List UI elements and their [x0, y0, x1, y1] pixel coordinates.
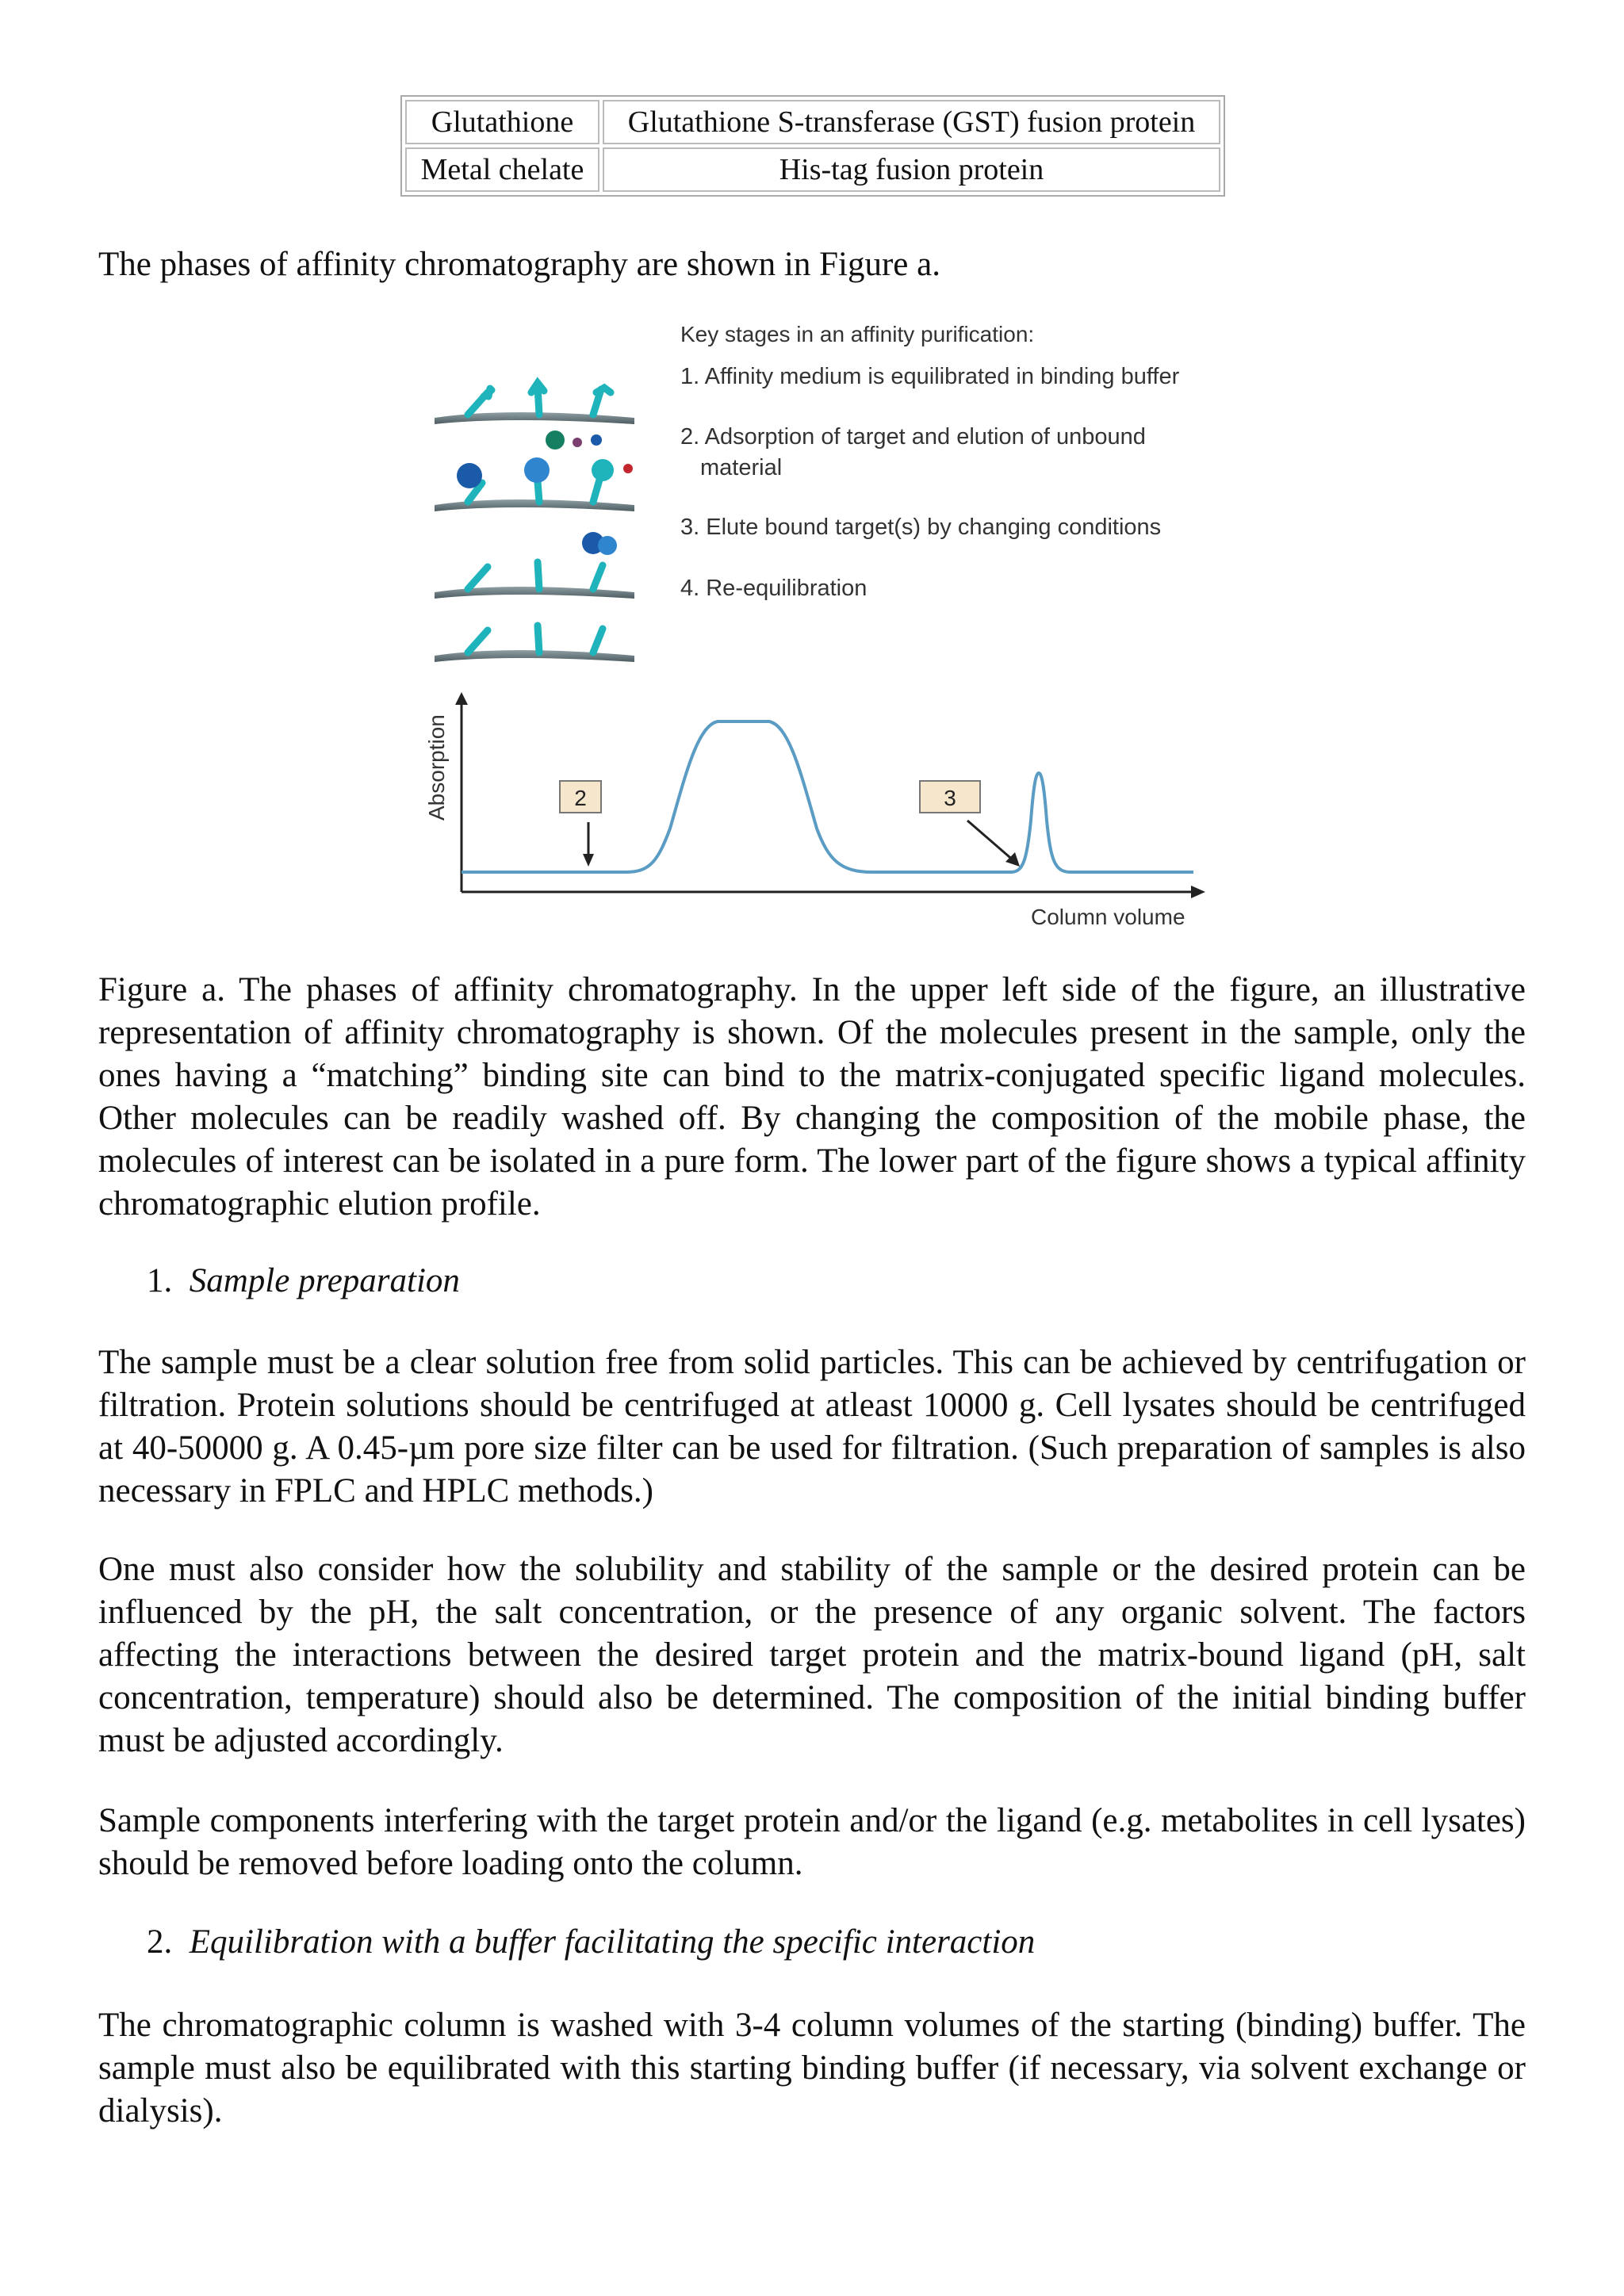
x-axis-arrow-icon: [1191, 886, 1205, 898]
intro-text: The phases of affinity chromatography are shown in Figure a.: [98, 246, 940, 283]
table-row: [405, 100, 1220, 144]
stage-4-illustration: [435, 626, 634, 662]
ligand-icon: [593, 388, 611, 415]
ligand-icon: [468, 388, 492, 415]
ligand-icon: [538, 481, 539, 502]
ligand-icon: [538, 626, 539, 652]
bound-protein-icon: [592, 459, 614, 481]
stage-3-illustration: [435, 532, 634, 599]
stage-1-text: 1. Affinity medium is equilibrated in binding buffer: [680, 364, 1180, 389]
eluted-protein-icon: [598, 536, 617, 555]
ligand-icon: [593, 629, 603, 652]
marker-3-arrow: [967, 821, 1015, 862]
ligand-icon: [531, 383, 544, 415]
arrow-down-icon: [583, 854, 594, 867]
stage-2-illustration: [435, 430, 634, 511]
section-1-number: 1.: [147, 1262, 173, 1299]
molecule-icon: [591, 434, 602, 446]
molecule-icon: [623, 464, 633, 473]
stage-2-text-cont: material: [700, 455, 783, 480]
stage-1-illustration: [435, 383, 634, 424]
molecule-icon: [546, 430, 565, 450]
ligand-icon: [468, 630, 488, 652]
y-axis-arrow-icon: [455, 692, 468, 705]
key-title: Key stages in an affinity purification:: [680, 322, 1035, 346]
ligand-icon: [468, 567, 488, 589]
paragraph-sample-clear: The sample must be a clear solution free from solid particles. This can be achieved by centrifugation or filtration. Protein solutions should be centrifuged at atleast 10000 g. Cell lysates should be centrifuged at 40-50000 g. A 0.45-µm pore size filter can be used for filtration. (Such preparation of samples is also necessary in FPLC and HPLC methods.): [98, 1344, 1526, 1510]
molecule-icon: [573, 438, 582, 447]
ligand-icon: [593, 565, 603, 589]
section-2-heading: [147, 1921, 1035, 1964]
stage-4-text: 4. Re-equilibration: [680, 576, 868, 601]
ligand-icon: [593, 480, 599, 502]
section-1-heading: [147, 1260, 460, 1303]
marker-2-label: 2: [574, 786, 587, 810]
x-axis-label: Column volume: [1031, 905, 1185, 929]
bound-protein-icon: [524, 457, 550, 483]
table-row: [405, 147, 1220, 192]
paragraph-equilibration: The chromatographic column is washed with 3-4 column volumes of the starting (binding) buffer. The sample must also be equilibrated with this starting binding buffer (if necessary, via solvent exchange or dialysis).: [98, 2007, 1526, 2130]
y-axis-label: Absorption: [424, 714, 449, 821]
marker-3-label: 3: [944, 786, 956, 810]
table-cell-target: Glutathione S-transferase (GST) fusion protein: [603, 100, 1220, 144]
ligand-icon: [538, 562, 539, 589]
elution-profile-chart: [424, 692, 1205, 929]
section-2-number: 2.: [147, 1923, 173, 1961]
figure-caption: Figure a. The phases of affinity chromatography. In the upper left side of the figure, an illustrative representation of affinity chromatography is shown. Of the molecules present in the sample, only the ones having a “matching” binding site can bind to the matrix-conjugated specific ligand molecules. Other molecules can be readily washed off. By changing the composition of the mobile phase, the molecules of interest can be isolated in a pure form. The lower part of the figure shows a typical affinity chromatographic elution profile.: [98, 971, 1526, 1223]
section-2-title: Equilibration with a buffer facilitating the specific interaction: [189, 1923, 1036, 1961]
table-cell-target: His-tag fusion protein: [603, 147, 1220, 192]
ligand-table: [400, 95, 1225, 197]
paragraph-solubility: One must also consider how the solubility and stability of the sample or the desired protein can be influenced by the pH, the salt concentration, or the presence of any organic solvent. The factors affecting the interactions between the desired target protein and the matrix-bound ligand (pH, salt concentration, temperature) should also be determined. The composition of the initial binding buffer must be adjusted accordingly.: [98, 1551, 1526, 1759]
table-cell-ligand: Metal chelate: [405, 147, 599, 192]
section-1-title: Sample preparation: [189, 1262, 460, 1299]
stage-3-text: 3. Elute bound target(s) by changing conditions: [680, 515, 1162, 540]
paragraph-interfering: Sample components interfering with the target protein and/or the ligand (e.g. metabolites in cell lysates) should be removed before loading onto the column.: [98, 1802, 1526, 1882]
affinity-figure: [412, 313, 1221, 932]
table-cell-ligand: Glutathione: [405, 100, 599, 144]
stage-2-text: 2. Adsorption of target and elution of unbound: [680, 424, 1146, 450]
bound-protein-icon: [457, 463, 482, 488]
